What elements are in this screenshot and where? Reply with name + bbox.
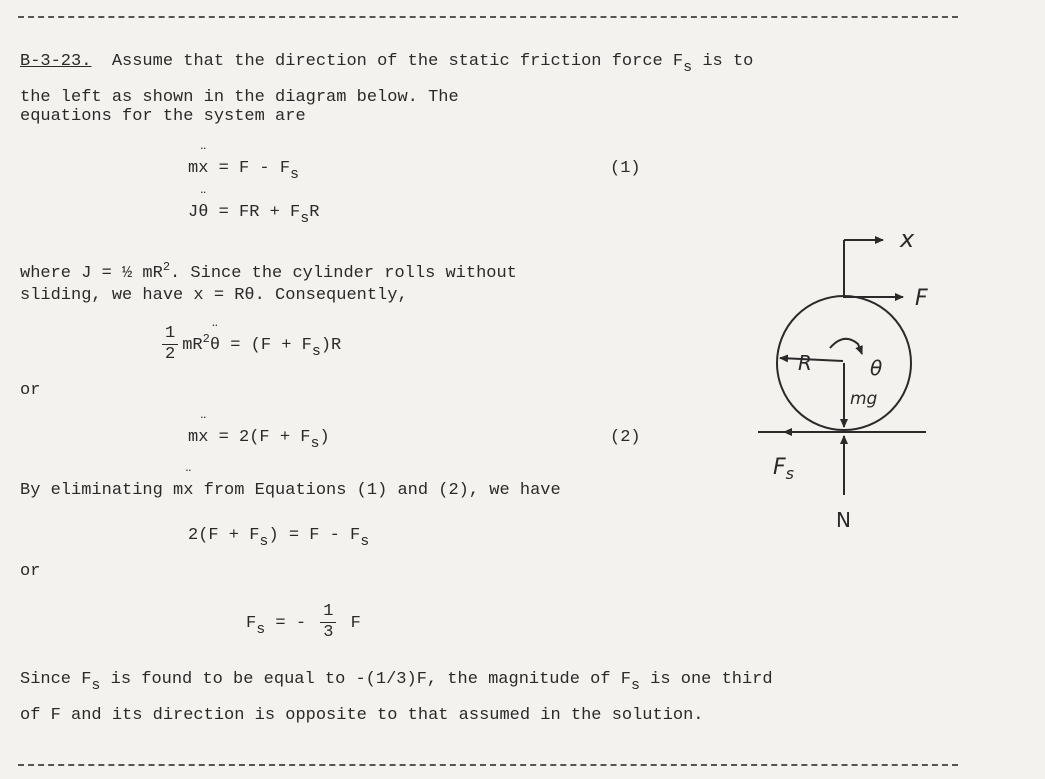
eq2-c: ) [319,428,330,447]
force-F-label: F [915,286,928,311]
eq4-b: = - [265,613,317,633]
mid-sup: 2 [202,331,210,346]
intro-sub: s [683,59,693,76]
theta-label: θ [870,356,883,380]
eq1-rhs: = F - F [208,159,291,178]
eq3-sub2: s [360,533,370,550]
conclusion-line-2: of F and its direction is opposite to that assumed in the solution. [20,706,704,725]
third-den: 3 [323,623,334,642]
eq4-c: F [340,613,361,633]
eq1-xddot: ¨ x [198,159,208,178]
or-1: or [20,381,41,400]
where-text-a: where J = ½ mR [20,264,163,283]
mid-mR: mR [182,335,203,355]
mid-b: = (F + F [220,335,312,355]
where-sup: 2 [162,260,171,274]
third-fraction [320,602,336,643]
equation-mid [158,324,341,365]
eq1b-thetaddot: ¨ θ [198,203,208,222]
concl-b: is found to be equal to -(1/3)F, the magnitude of F [100,670,631,689]
eliminating-line [20,481,561,500]
mid-sub: s [311,342,321,360]
where-line-2: sliding, we have x = Rθ. Consequently, [20,286,408,305]
concl-sub1: s [91,677,101,694]
eq3-b: ) = F - F [268,526,361,545]
concl-a: Since F [20,670,92,689]
normal-label: N [836,508,851,532]
eq2-b: = 2(F + F [208,428,311,447]
half-num: 1 [162,324,178,345]
eq1-m: m [188,159,199,178]
elim-xddot: ¨ x [183,481,193,500]
eq2-m: m [188,428,199,447]
equation-2 [188,428,330,452]
third-num: 1 [320,602,336,623]
gravity-label: mg [850,389,878,409]
equation-3 [188,526,369,550]
eq2-xddot: ¨ x [198,428,208,447]
free-body-diagram [740,220,970,540]
mid-thetaddot: ¨ θ [210,336,220,355]
where-line-1 [20,260,517,283]
eq3-a: 2(F + F [188,526,260,545]
intro-text-1-end: is to [692,52,754,71]
equation-4 [246,602,361,643]
x-axis-label: x [900,225,915,253]
problem-intro-line-2: the left as shown in the diagram below. The [20,88,459,107]
eq1b-sub: s [300,210,310,227]
half-fraction [162,324,178,365]
or-2: or [20,562,41,581]
concl-c: is one third [639,670,773,689]
rotation-arrow [830,339,862,354]
equation-1 [188,159,299,183]
mid-c: )R [320,335,342,355]
eq1b-R: R [309,203,320,222]
intro-text-1: Assume that the direction of the static friction force F [111,52,684,71]
eq1b-rhs: = FR + F [208,203,301,222]
equation-1b [188,203,319,227]
eq3-sub1: s [259,533,269,550]
eq1-sub: s [290,166,300,183]
equation-2-tag: (2) [610,428,641,447]
elim-b: from Equations (1) and (2), we have [193,481,561,500]
eq1b-J: J [188,203,199,222]
eq4-sub: s [256,620,266,638]
friction-label: $F_s$ [773,455,794,483]
top-rule [18,16,958,18]
where-text-b: . Since the cylinder rolls without [170,264,517,283]
conclusion-line-1 [20,670,773,694]
problem-intro-line-1 [20,52,753,76]
eq4-F: F [246,613,257,633]
eq2-sub: s [310,435,320,452]
equation-1-tag: (1) [610,159,641,178]
radius-label: R [798,351,812,375]
concl-sub2: s [630,677,640,694]
half-den: 2 [165,345,176,364]
bottom-rule [18,764,958,766]
problem-intro-line-3: equations for the system are [20,107,306,126]
problem-number: B-3-23. [20,52,92,71]
elim-a: By eliminating m [20,481,184,500]
